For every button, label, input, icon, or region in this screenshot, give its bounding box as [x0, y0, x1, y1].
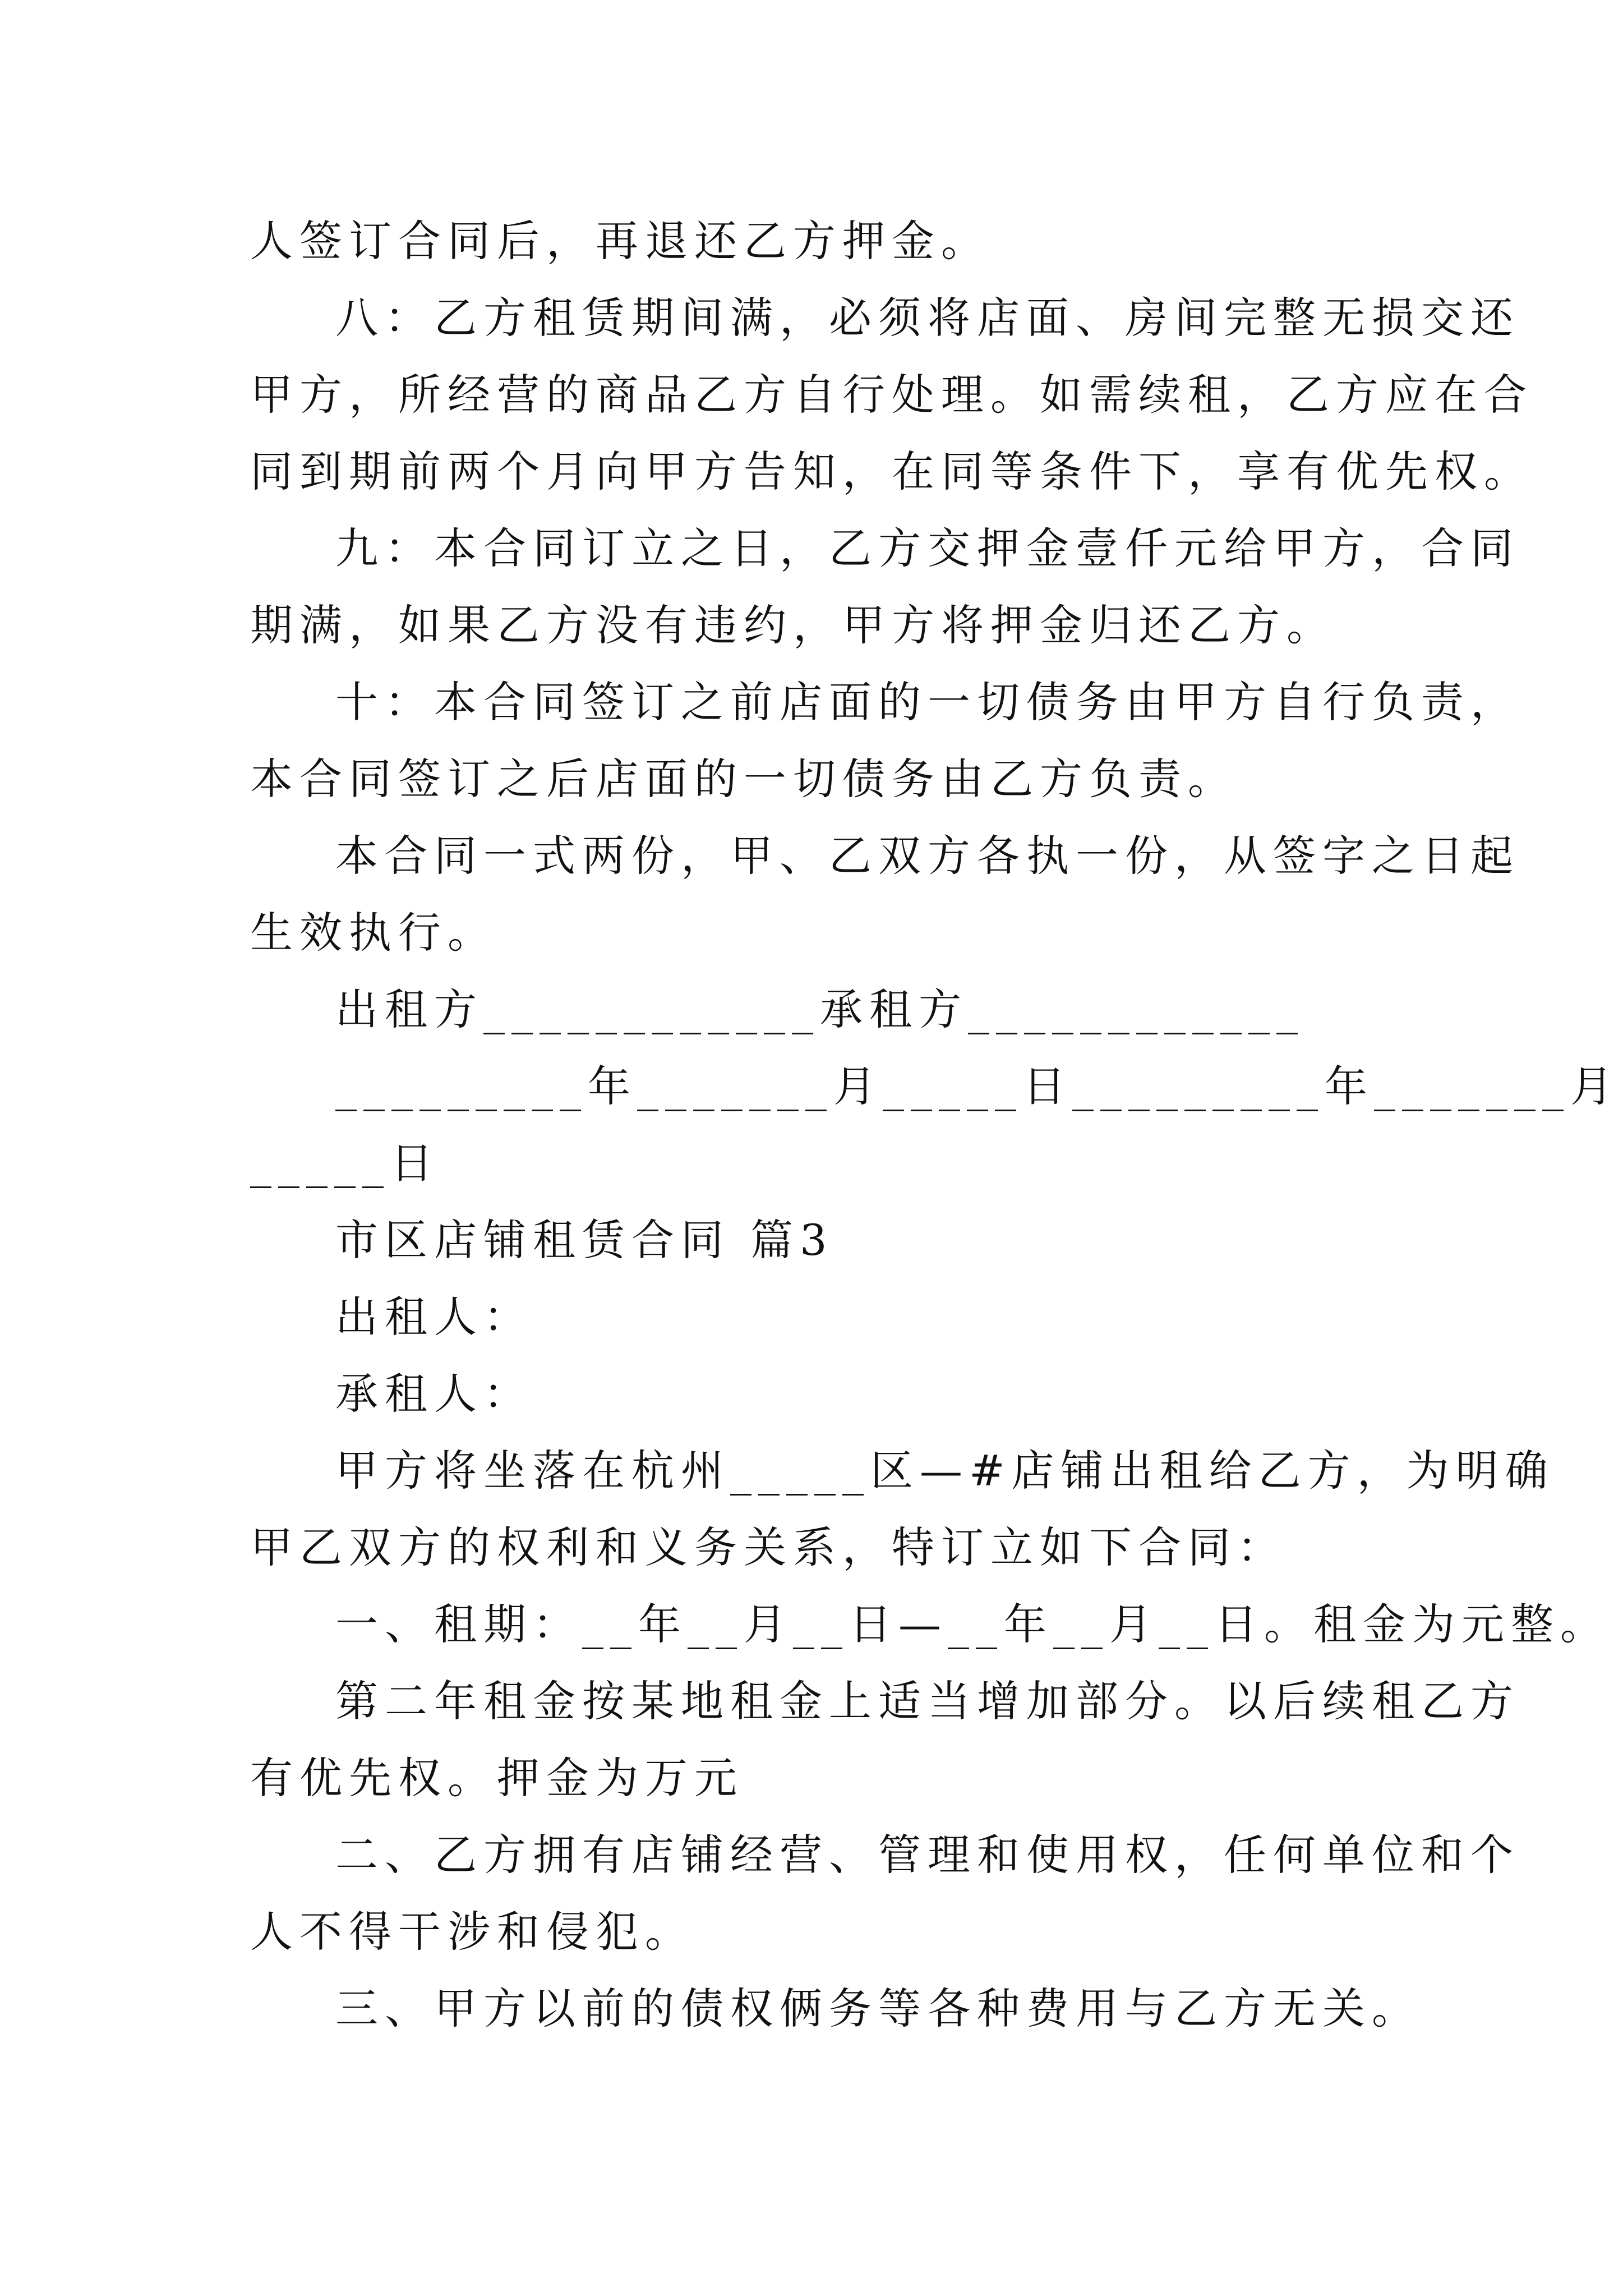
- text-line: 人签订合同后，再退还乙方押金。: [250, 216, 990, 266]
- text-line: 八：乙方租赁期间满，必须将店面、房间完整无损交还: [335, 293, 1520, 343]
- text-line: 出租人：: [335, 1292, 533, 1342]
- text-line: 期满，如果乙方没有违约，甲方将押金归还乙方。: [250, 600, 1336, 650]
- text-line: 甲乙双方的权利和义务关系，特订立如下合同：: [250, 1522, 1287, 1572]
- text-line: 生效执行。: [250, 908, 497, 958]
- text-line: 一、租期：__年__月__日—__年__月__日。租金为元整。: [335, 1599, 1610, 1649]
- text-line: 十：本合同签订之前店面的一切债务由甲方自行负责，: [335, 677, 1520, 727]
- date-line: _________年_______月_____日_________年_______月: [335, 1061, 1620, 1111]
- text-line: 有优先权。押金为万元: [250, 1753, 744, 1803]
- section-heading: 市区店铺租赁合同 篇3: [335, 1215, 834, 1265]
- date-line: _____日: [250, 1138, 440, 1188]
- text-line: 九：本合同订立之日，乙方交押金壹仟元给甲方，合同: [335, 523, 1520, 573]
- text-line: 三、甲方以前的债权俩务等各种费用与乙方无关。: [335, 1984, 1421, 2033]
- text-line: 第二年租金按某地租金上适当增加部分。以后续租乙方: [335, 1676, 1520, 1726]
- text-line: 二、乙方拥有店铺经营、管理和使用权，任何单位和个: [335, 1830, 1520, 1880]
- text-line: 同到期前两个月向甲方告知，在同等条件下，享有优先权。: [250, 447, 1533, 496]
- text-line: 本合同一式两份，甲、乙双方各执一份，从签字之日起: [335, 831, 1520, 881]
- text-line: 甲方，所经营的商品乙方自行处理。如需续租，乙方应在合: [250, 370, 1533, 420]
- text-line: 本合同签订之后店面的一切债务由乙方负责。: [250, 754, 1237, 804]
- text-line: 甲方将坐落在杭州_____区—#店铺出租给乙方，为明确: [335, 1446, 1555, 1496]
- signature-line: 出租方____________承租方____________: [335, 984, 1304, 1034]
- text-line: 人不得干涉和侵犯。: [250, 1907, 694, 1957]
- text-line: 承租人：: [335, 1369, 533, 1419]
